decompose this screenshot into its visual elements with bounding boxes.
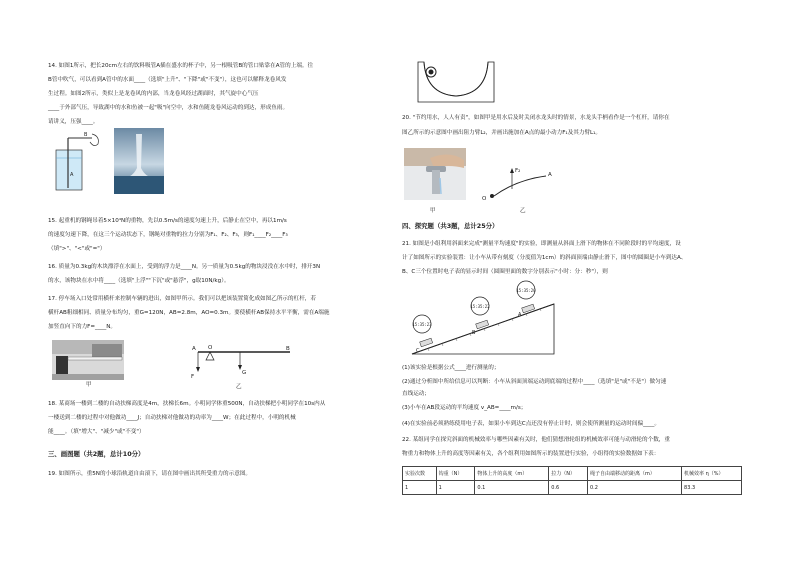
q20-line2: 图乙所示的示意图中画出阻力臂L₂，并画出施加在A点的最小动力F₁及其力臂L₁。 [402,130,602,136]
q14-line3: 生过程。如图2所示，类似上是龙卷风的内部，当龙卷风经过湖面时，其气旋中心气压 [48,91,259,97]
q22-line2: 物重力和物体上升的高度等因素有关，各个组利用如图所示的装置进行实验，小组得的实验数据如下表： [402,451,660,457]
q15-line3: （填">"、"<"或"="） [48,246,106,252]
barrier-photo [52,340,124,380]
straw-label-a: A [70,172,74,178]
table-header-cell: 物体上升的高度（m） [475,467,549,481]
q21-line1: 21. 如图是小组利用斜面来完成"测量平均速度"的实验，即测量从斜面上滑下的物体在不同阶段时的平均速度，设 [402,241,681,247]
q20-caption-yi: 乙 [520,208,526,214]
q14-line1: 14. 如图1所示，把长20cm左右的饮料吸管A插在盛水的杯子中，另一根吸管B的管口贴靠在A管的上端。往 [48,63,314,69]
q21-sub2b: 直线运动； [402,391,430,397]
q14-line4: ____于外部气压，导致湖中的水和鱼被一起"吸"向空中，水和鱼随龙卷风运动的到达，形成鱼雨。 [48,105,289,111]
table-cell: 0.1 [475,481,549,495]
incline-label-b: B [472,330,476,336]
q17-line2: 横杆AB粗细相同、质量分布均匀，重G=120N，AB=2.8m，AO=0.3m。要使横杆AB保持水平平衡，需在A端施 [48,310,330,316]
section-4-heading: 四、探究题（共3题，总计25分） [402,222,499,230]
q21-sub1: (1)该实验是根据公式____进行测量的； [402,365,500,371]
clock-c-display: 15:35:23 [412,322,432,327]
faucet-lever-diagram [480,160,560,204]
q21-sub4: (4)在实验前必须熟练使用电子表，如果小车到达C点还没有停止计时，则会使所测量的运动时间偏____。 [402,421,660,427]
clock-a-display: 15:35:20 [516,288,536,293]
q18-line2: 一楼送到二楼的过程中对他做功____J；自动扶梯对他做功的功率为____W；在此过程中，小明的机械 [48,415,296,421]
straw-label-b: B [84,132,88,138]
section-3-heading: 三、画图题（共2题，总计10分） [48,450,145,458]
q14-straw-figure [48,132,108,194]
table-cell: 83.3 [682,481,742,495]
experiment-table [402,466,742,495]
q19-text: 19. 如图所示，重5N的小球沿轨道自由滚下，请在图中画出其所受重力的示意图。 [48,471,252,477]
faucet-photo [404,148,466,200]
lever-label-a: A [192,346,196,352]
q22-line1: 22. 某组同学在探究斜面的机械效率与哪些因素有关时，他们猜想滑轮组的机械效率可能与动滑轮的个数，重 [402,437,670,443]
q17-line1: 17. 停车场入口处常用横杆来控制车辆的进出，如图甲所示。我们可以把该装置简化成如图乙所示的杠杆，若 [48,296,316,302]
q17-caption-jia: 甲 [86,382,92,388]
table-cell: 0.2 [587,481,681,495]
q15-line2: 的速度匀速下降，在这三个运动状态下，钢绳对重物的拉力分别为F₁、F₂、F₃，则F₁____F₂____F₃ [48,232,288,238]
q21-sub3: (3)小车在AB段运动的平均速度 v_AB=____m/s； [402,405,527,411]
table-header-cell: 机械效率 η（%） [682,467,742,481]
waterspout-photo [114,128,164,194]
clock-b-display: 15:35:22 [470,304,490,309]
q19-track-figure [418,58,494,104]
q16-line1: 16. 质量为0.3kg的木块漂浮在水面上，受到的浮力是____N。另一质量为0.5kg的物块浸没在水中时，排开3N [48,264,321,270]
table-cell: 1 [436,481,475,495]
q21-sub2: (2)通过分析图中所给信息可以判断：小车从斜面顶端运动到底端的过程中____（选填"是"或"不是"）做匀速 [402,379,667,385]
lever-label-g: G [242,370,247,376]
table-header-cell: 绳子自由端移动的距离（m） [587,467,681,481]
table-cell: 1 [403,481,437,495]
q20-line1: 20. "节约用水，人人有责"，如图甲是用水后及时关闭水龙头时的情景，水龙头手柄看作是一个杠杆，请你在 [402,115,670,121]
q18-line3: 能____。（填"增大"、"减少"或"不变"） [48,429,145,435]
q14-line2: B管中吹气，可以看到A管中的水面____（选填"上升"、"下降"或"不变"），这也可以解释龙卷风发 [48,77,287,83]
q20-caption-jia: 甲 [430,208,436,214]
q18-line1: 18. 某商场一楼到二楼的自动扶梯高度是4m，扶梯长6m。小明同学体重500N，自动扶梯把小明同学在10s内从 [48,401,326,407]
faucet-label-o: O [482,196,487,202]
faucet-label-a: A [548,172,552,178]
q21-line2: 计了如图所示的实验装置：让小车从带有刻度（分度值为1cm）的斜面顶端由静止滑下，图中的圆圈是小车到达A、 [402,255,687,261]
table-header-cell: 拉力（N） [549,467,588,481]
table-row [403,481,742,495]
lever-label-f: F [191,374,195,380]
incline-label-a: A [518,312,522,318]
lever-label-b: B [286,346,290,352]
table-header-cell: 实验次数 [403,467,437,481]
lever-label-o: O [208,345,213,351]
table-cell: 0.6 [549,481,588,495]
q17-caption-yi: 乙 [236,384,242,390]
table-header-row [403,467,742,481]
q15-line1: 15. 起重机的钢绳吊着5×10⁴N的重物，先以0.5m/s的速度匀速上升，后静止在空中，再以1m/s [48,218,287,224]
faucet-label-f2: F₂ [515,168,521,174]
q14-line5: 请讲义，压强____。 [48,119,99,125]
incline-label-c: C [416,348,420,354]
q17-line3: 加竖直向下的力F=____N。 [48,324,117,330]
table-header-cell: 钩重（N） [436,467,475,481]
q21-line3: B、C三个位置时电子表的显示时间（圆圈里面的数字分别表示"小时：分：秒"），则 [402,269,608,275]
q16-line2: 的水，该物块在水中将____（选填"上浮""下沉"或"悬浮"，g取10N/kg）。 [48,278,230,284]
lever-diagram [190,340,300,386]
incline-diagram [408,282,558,360]
